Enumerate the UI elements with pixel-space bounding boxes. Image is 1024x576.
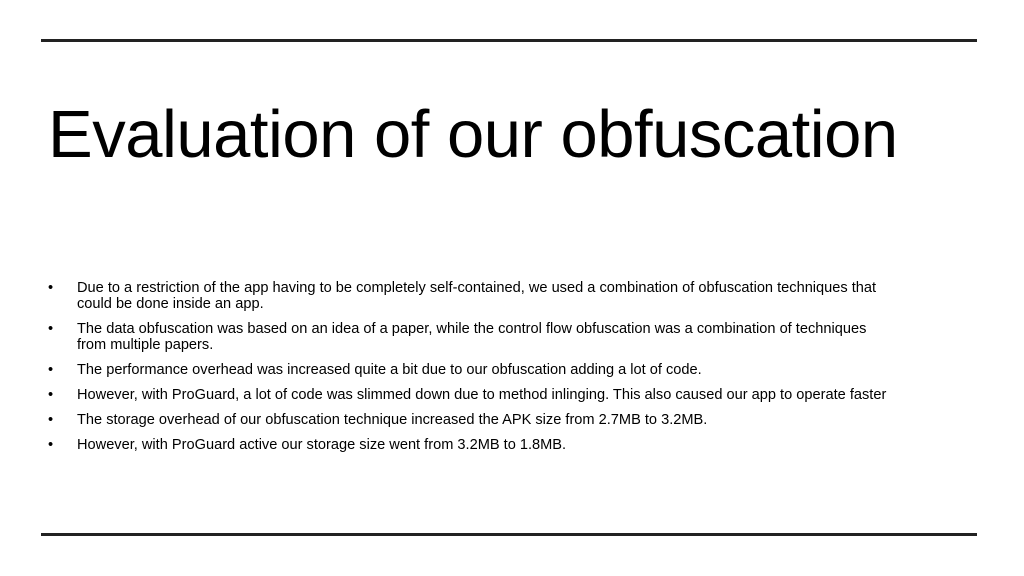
bullet-item <box>48 437 888 453</box>
top-divider <box>41 39 977 42</box>
bullet-item <box>48 362 888 378</box>
bullet-marker: • <box>48 362 54 378</box>
bullet-text: Due to a restriction of the app having to be completely self-contained, we used a combination of obfuscation techniques that could be done inside an app. <box>77 280 877 312</box>
bullet-item <box>48 321 888 353</box>
bullet-marker: • <box>48 387 54 403</box>
bullet-marker: • <box>48 412 54 428</box>
bullet-text: The storage overhead of our obfuscation technique increased the APK size from 2.7MB to 3.2MB. <box>77 412 708 428</box>
bullet-marker: • <box>48 321 54 337</box>
bullet-text: However, with ProGuard, a lot of code was slimmed down due to method inlinging. This also caused our app to operate faster <box>77 387 887 403</box>
bullet-item <box>48 412 888 428</box>
slide-title: Evaluation of our obfuscation <box>48 97 898 172</box>
bullet-text: The performance overhead was increased quite a bit due to our obfuscation adding a lot of code. <box>77 362 702 378</box>
bullet-marker: • <box>48 437 54 453</box>
bullet-text: However, with ProGuard active our storage size went from 3.2MB to 1.8MB. <box>77 437 567 453</box>
bullet-item <box>48 387 888 403</box>
bullet-marker: • <box>48 280 54 296</box>
bullet-list <box>48 280 888 462</box>
bottom-divider <box>41 533 977 536</box>
bullet-text: The data obfuscation was based on an idea of a paper, while the control flow obfuscation was a combination of techniques from multiple papers. <box>77 321 867 353</box>
bullet-item <box>48 280 888 312</box>
